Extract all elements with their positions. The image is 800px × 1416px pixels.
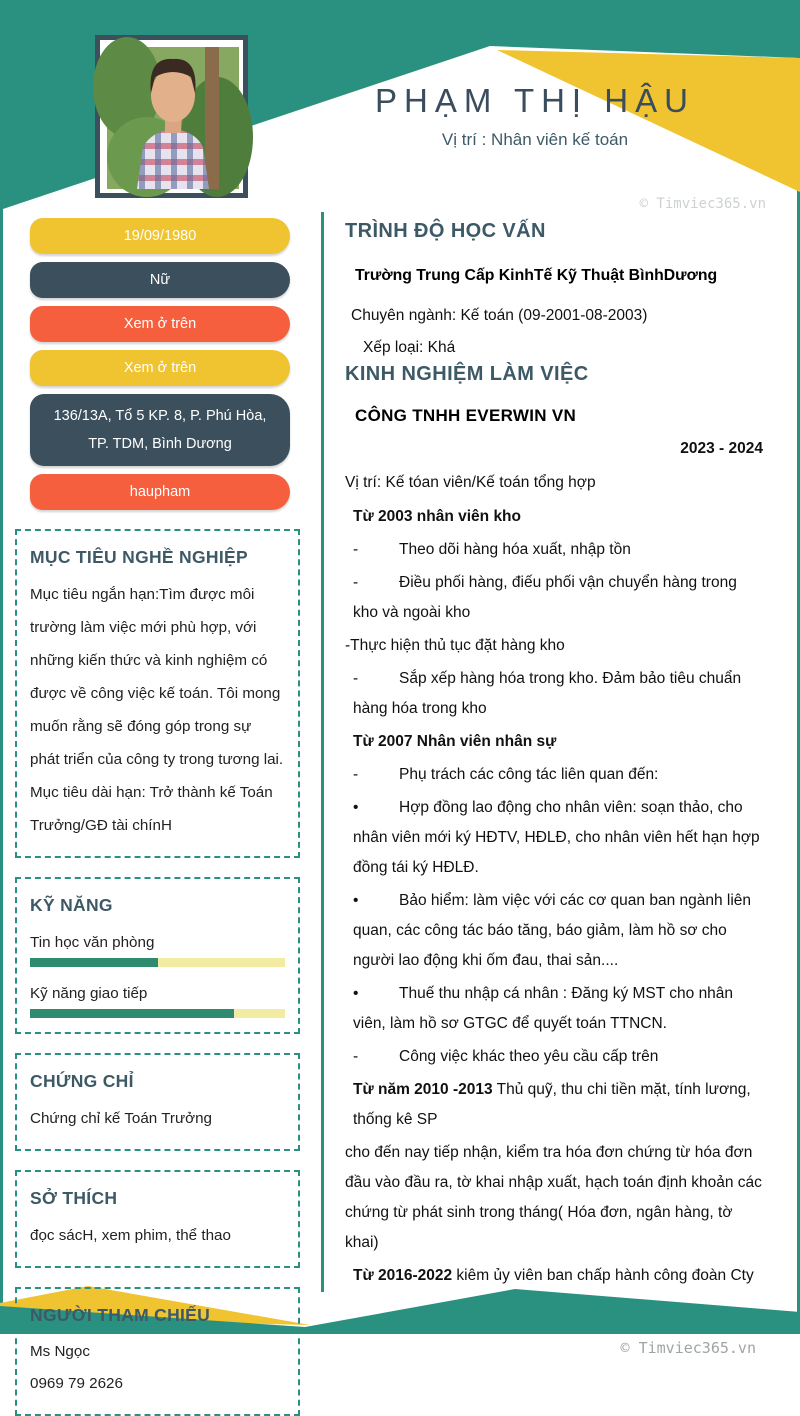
skill-bar-track bbox=[30, 958, 285, 967]
section-references-title: NGƯỜI THAM CHIẾU bbox=[30, 1305, 211, 1325]
bullet-marker: - bbox=[353, 1048, 359, 1065]
badge-email bbox=[30, 350, 290, 386]
experience-item bbox=[353, 502, 765, 532]
badge-phone bbox=[30, 306, 290, 342]
skill-bar-track bbox=[30, 1009, 285, 1018]
bullet-marker: - bbox=[353, 670, 359, 687]
experience-item bbox=[353, 535, 765, 565]
badge-address bbox=[30, 394, 290, 466]
experience-item bbox=[345, 631, 765, 661]
section-objective-title: MỤC TIÊU NGHỀ NGHIỆP bbox=[30, 547, 248, 567]
skill-bar-fill bbox=[30, 1009, 234, 1018]
section-skills bbox=[15, 877, 300, 1034]
skill-name: Kỹ năng giao tiếp bbox=[30, 985, 148, 1002]
experience-item bbox=[353, 793, 765, 883]
badge-username bbox=[30, 474, 290, 510]
sidebar bbox=[15, 218, 300, 1416]
watermark-top: © Timviec365.vn bbox=[639, 196, 766, 212]
certificate-text: Chứng chỉ kế Toán Trưởng bbox=[30, 1110, 212, 1127]
experience-item bbox=[353, 979, 765, 1039]
header-name-block bbox=[300, 82, 770, 150]
experience-item-bold: Từ 2003 nhân viên kho bbox=[353, 508, 521, 525]
objective-text-long-term: Mục tiêu dài hạn: Trở thành kế Toán Trưởng/GĐ tài chínH bbox=[30, 784, 273, 834]
profile-photo bbox=[107, 47, 239, 189]
bullet-marker: - bbox=[353, 766, 359, 783]
section-hobbies bbox=[15, 1170, 300, 1268]
experience-item-text: cho đến nay tiếp nhận, kiểm tra hóa đơn chứng từ hóa đơn đầu vào đầu ra, tờ khai nhập xuất, hạch toán định khoản các chứng từ phát sinh trong tháng( Hóa đơn, ngân hàng, tờ khai) bbox=[345, 1144, 762, 1251]
bullet-marker: - bbox=[353, 541, 359, 558]
reference-name: Ms Ngọc bbox=[30, 1343, 90, 1360]
experience-item bbox=[353, 1075, 765, 1135]
badge-address-line1: 136/13A, Tổ 5 KP. 8, P. Phú Hòa, bbox=[53, 408, 267, 424]
experience-item bbox=[353, 664, 765, 724]
experience-position: Vị trí: Kế tóan viên/Kế toán tổng hợp bbox=[345, 474, 596, 491]
info-badges bbox=[30, 218, 290, 510]
section-certificates bbox=[15, 1053, 300, 1151]
experience-company: CÔNG TNHH EVERWIN VN bbox=[355, 406, 577, 425]
badge-birthdate bbox=[30, 218, 290, 254]
section-skills-title: KỸ NĂNG bbox=[30, 895, 113, 915]
experience-item-text: Theo dõi hàng hóa xuất, nhập tồn bbox=[399, 541, 631, 558]
bullet-marker: • bbox=[353, 799, 359, 816]
main-column bbox=[345, 214, 765, 1294]
skill-bar-fill bbox=[30, 958, 158, 967]
badge-address-line2: TP. TDM, Bình Dương bbox=[88, 436, 232, 452]
watermark-bottom: © Timviec365.vn bbox=[620, 1339, 756, 1357]
experience-item-bold: Từ 2007 Nhân viên nhân sự bbox=[353, 733, 557, 750]
education-major: Chuyên ngành: Kế toán (09-2001-08-2003) bbox=[351, 307, 648, 324]
bullet-marker: • bbox=[353, 985, 359, 1002]
candidate-position-subtitle: Vị trí : Nhân viên kế toán bbox=[441, 130, 629, 149]
badge-email-text: Xem ở trên bbox=[123, 360, 197, 376]
experience-item bbox=[353, 568, 765, 628]
experience-item-bold: Từ 2016-2022 bbox=[353, 1267, 453, 1284]
badge-gender-text: Nữ bbox=[149, 272, 171, 288]
education-school: Trường Trung Cấp KinhTế Kỹ Thuật BìnhDương bbox=[355, 267, 718, 284]
experience-item bbox=[353, 1261, 765, 1291]
section-hobbies-title: SỞ THÍCH bbox=[30, 1188, 118, 1208]
bullet-marker: - bbox=[353, 574, 359, 591]
hobbies-text: đọc sácH, xem phim, thể thao bbox=[30, 1227, 231, 1244]
skill-name: Tin học văn phòng bbox=[30, 934, 155, 951]
experience-item bbox=[353, 886, 765, 976]
candidate-name: PHẠM THỊ HẬU bbox=[375, 82, 695, 119]
reference-phone: 0969 79 2626 bbox=[30, 1375, 123, 1392]
experience-item bbox=[353, 760, 765, 790]
experience-item-text: Điều phối hàng, điếu phối vận chuyển hàng trong kho và ngoài kho bbox=[353, 574, 737, 621]
badge-birthdate-text: 19/09/1980 bbox=[123, 228, 197, 244]
badge-gender bbox=[30, 262, 290, 298]
experience-item-text: kiêm ủy viên ban chấp hành công đoàn Cty bbox=[452, 1267, 754, 1284]
experience-item-text: Phụ trách các công tác liên quan đến: bbox=[399, 766, 659, 783]
experience-item-text: Thủ quỹ, thu chi tiền mặt, tính lương, thống kê SP bbox=[353, 1081, 751, 1128]
education-grade: Xếp loại: Khá bbox=[363, 339, 456, 356]
objective-text-short-term: Mục tiêu ngắn hạn:Tìm được môi trường làm việc mới phù hợp, với những kiến thức và kinh nghiệm có được về công việc kế toán. Tôi mong muốn rằng sẽ đóng góp trong sự phát triển của công ty trong tương lai. bbox=[30, 586, 284, 768]
section-references bbox=[15, 1287, 300, 1416]
badge-phone-text: Xem ở trên bbox=[123, 316, 197, 332]
section-experience-title: KINH NGHIỆM LÀM VIỆC bbox=[345, 363, 589, 385]
section-certificates-title: CHỨNG CHỈ bbox=[30, 1071, 134, 1091]
experience-item-text: Thuế thu nhập cá nhân : Đăng ký MST cho nhân viên, làm hồ sơ GTGC để quyết toán TTNCN. bbox=[353, 985, 734, 1032]
profile-photo-frame bbox=[95, 35, 248, 198]
badge-username-text: haupham bbox=[129, 484, 191, 500]
experience-item-text: Sắp xếp hàng hóa trong kho. Đảm bảo tiêu chuẩn hàng hóa trong kho bbox=[353, 670, 742, 717]
experience-item bbox=[345, 1138, 765, 1258]
experience-item-text: Công việc khác theo yêu cầu cấp trên bbox=[399, 1048, 659, 1065]
experience-period: 2023 - 2024 bbox=[680, 440, 763, 457]
section-objective bbox=[15, 529, 300, 858]
experience-item bbox=[353, 1042, 765, 1072]
column-divider bbox=[321, 212, 324, 1292]
experience-item-bold: Từ năm 2010 -2013 bbox=[353, 1081, 493, 1098]
experience-item-text: -Thực hiện thủ tục đặt hàng kho bbox=[345, 637, 565, 654]
experience-item bbox=[353, 727, 765, 757]
bullet-marker: • bbox=[353, 892, 359, 909]
section-education-title: TRÌNH ĐỘ HỌC VẤN bbox=[345, 220, 546, 242]
experience-item-text: Bảo hiểm: làm việc với các cơ quan ban ngành liên quan, các công tác báo tăng, báo giảm, làm hồ sơ cho người lao động khi ốm đau, thai sản.... bbox=[353, 892, 752, 969]
experience-item-text: Hợp đồng lao động cho nhân viên: soạn thảo, cho nhân viên mới ký HĐTV, HĐLĐ, cho nhân viên hết hạn hợp đồng tái ký HĐLĐ. bbox=[353, 799, 760, 876]
